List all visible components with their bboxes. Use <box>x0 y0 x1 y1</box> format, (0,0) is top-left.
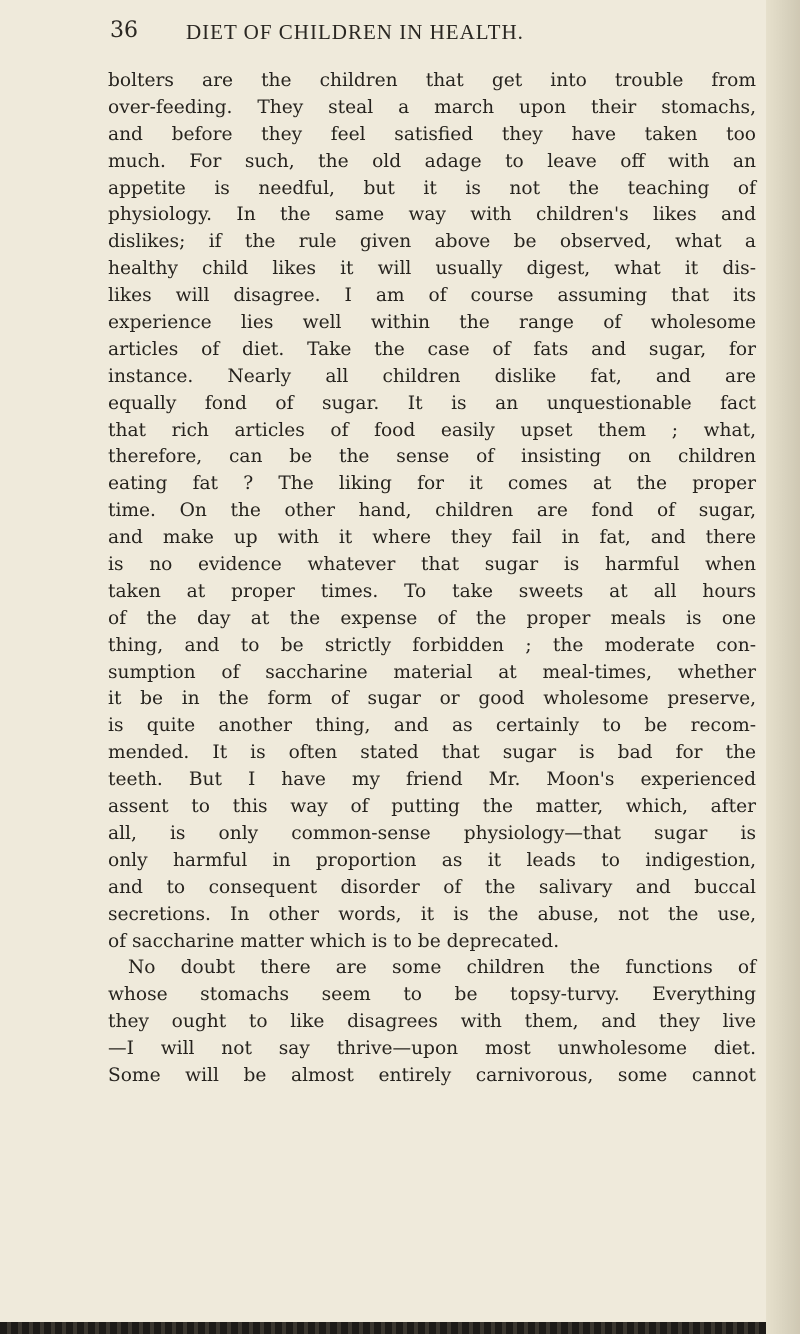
text-line: Some will be almost entirely carnivorous, some cannot <box>108 1064 756 1086</box>
text-line: all, is only common-sense physiology—that sugar is <box>108 822 756 844</box>
text-line: bolters are the children that get into trouble from <box>108 70 756 91</box>
text-line: dislikes; if the rule given above be observed, what a <box>108 231 756 253</box>
binding-shadow <box>766 0 800 1334</box>
text-line: equally fond of sugar. It is an unquestionable fact <box>108 392 756 414</box>
text-line: teeth. But I have my friend Mr. Moon's experienced <box>108 769 756 791</box>
page-number: 36 <box>110 18 138 43</box>
text-line: it be in the form of sugar or good wholesome preserve, <box>108 688 756 710</box>
text-line: secretions. In other words, it is the abuse, not the use, <box>108 903 756 925</box>
body-text <box>108 68 756 1090</box>
text-line: they ought to like disagrees with them, and they live <box>108 1011 756 1033</box>
running-head: DIET OF CHILDREN IN HEALTH. <box>186 20 524 44</box>
text-line: taken at proper times. To take sweets at all hours <box>108 580 756 602</box>
text-line: mended. It is often stated that sugar is bad for the <box>108 742 756 764</box>
text-line: therefore, can be the sense of insisting on children <box>108 446 756 468</box>
text-line: appetite is needful, but it is not the teaching of <box>108 177 756 199</box>
text-line: that rich articles of food easily upset them ; what, <box>108 419 756 441</box>
text-line: healthy child likes it will usually digest, what it dis- <box>108 258 756 280</box>
text-line: thing, and to be strictly forbidden ; the moderate con- <box>108 634 756 656</box>
text-line: physiology. In the same way with children's likes and <box>108 204 756 226</box>
text-line: —I will not say thrive—upon most unwholesome diet. <box>108 1038 756 1060</box>
text-line: whose stomachs seem to be topsy-turvy. Everything <box>108 984 756 1006</box>
text-line: articles of diet. Take the case of fats and sugar, for <box>108 338 756 360</box>
text-line: eating fat ? The liking for it comes at the proper <box>108 473 756 495</box>
text-line: and make up with it where they fail in fat, and there <box>108 527 756 549</box>
text-line: over-feeding. They steal a march upon their stomachs, <box>108 96 756 118</box>
text-line: and to consequent disorder of the salivary and buccal <box>108 876 756 898</box>
scan-bottom-edge <box>0 1322 790 1334</box>
text-line: only harmful in proportion as it leads to indigestion, <box>108 849 756 871</box>
paragraph-start-line: No doubt there are some children the functions of <box>128 957 756 979</box>
text-line: and before they feel satisfied they have taken too <box>108 123 756 145</box>
text-line: time. On the other hand, children are fond of sugar, <box>108 500 756 522</box>
text-line: is no evidence whatever that sugar is harmful when <box>108 554 756 576</box>
text-line: instance. Nearly all children dislike fat, and are <box>108 365 756 387</box>
text-line: assent to this way of putting the matter, which, after <box>108 796 756 818</box>
paragraph-end-line: of saccharine matter which is to be deprecated. <box>108 930 560 952</box>
text-line: of the day at the expense of the proper meals is one <box>108 607 756 629</box>
text-line: sumption of saccharine material at meal-times, whether <box>108 661 756 683</box>
text-line: experience lies well within the range of wholesome <box>108 312 756 334</box>
text-line: likes will disagree. I am of course assuming that its <box>108 285 756 307</box>
text-line: is quite another thing, and as certainly to be recom- <box>108 715 756 737</box>
page-header <box>110 18 710 48</box>
text-line: much. For such, the old adage to leave off with an <box>108 150 756 172</box>
